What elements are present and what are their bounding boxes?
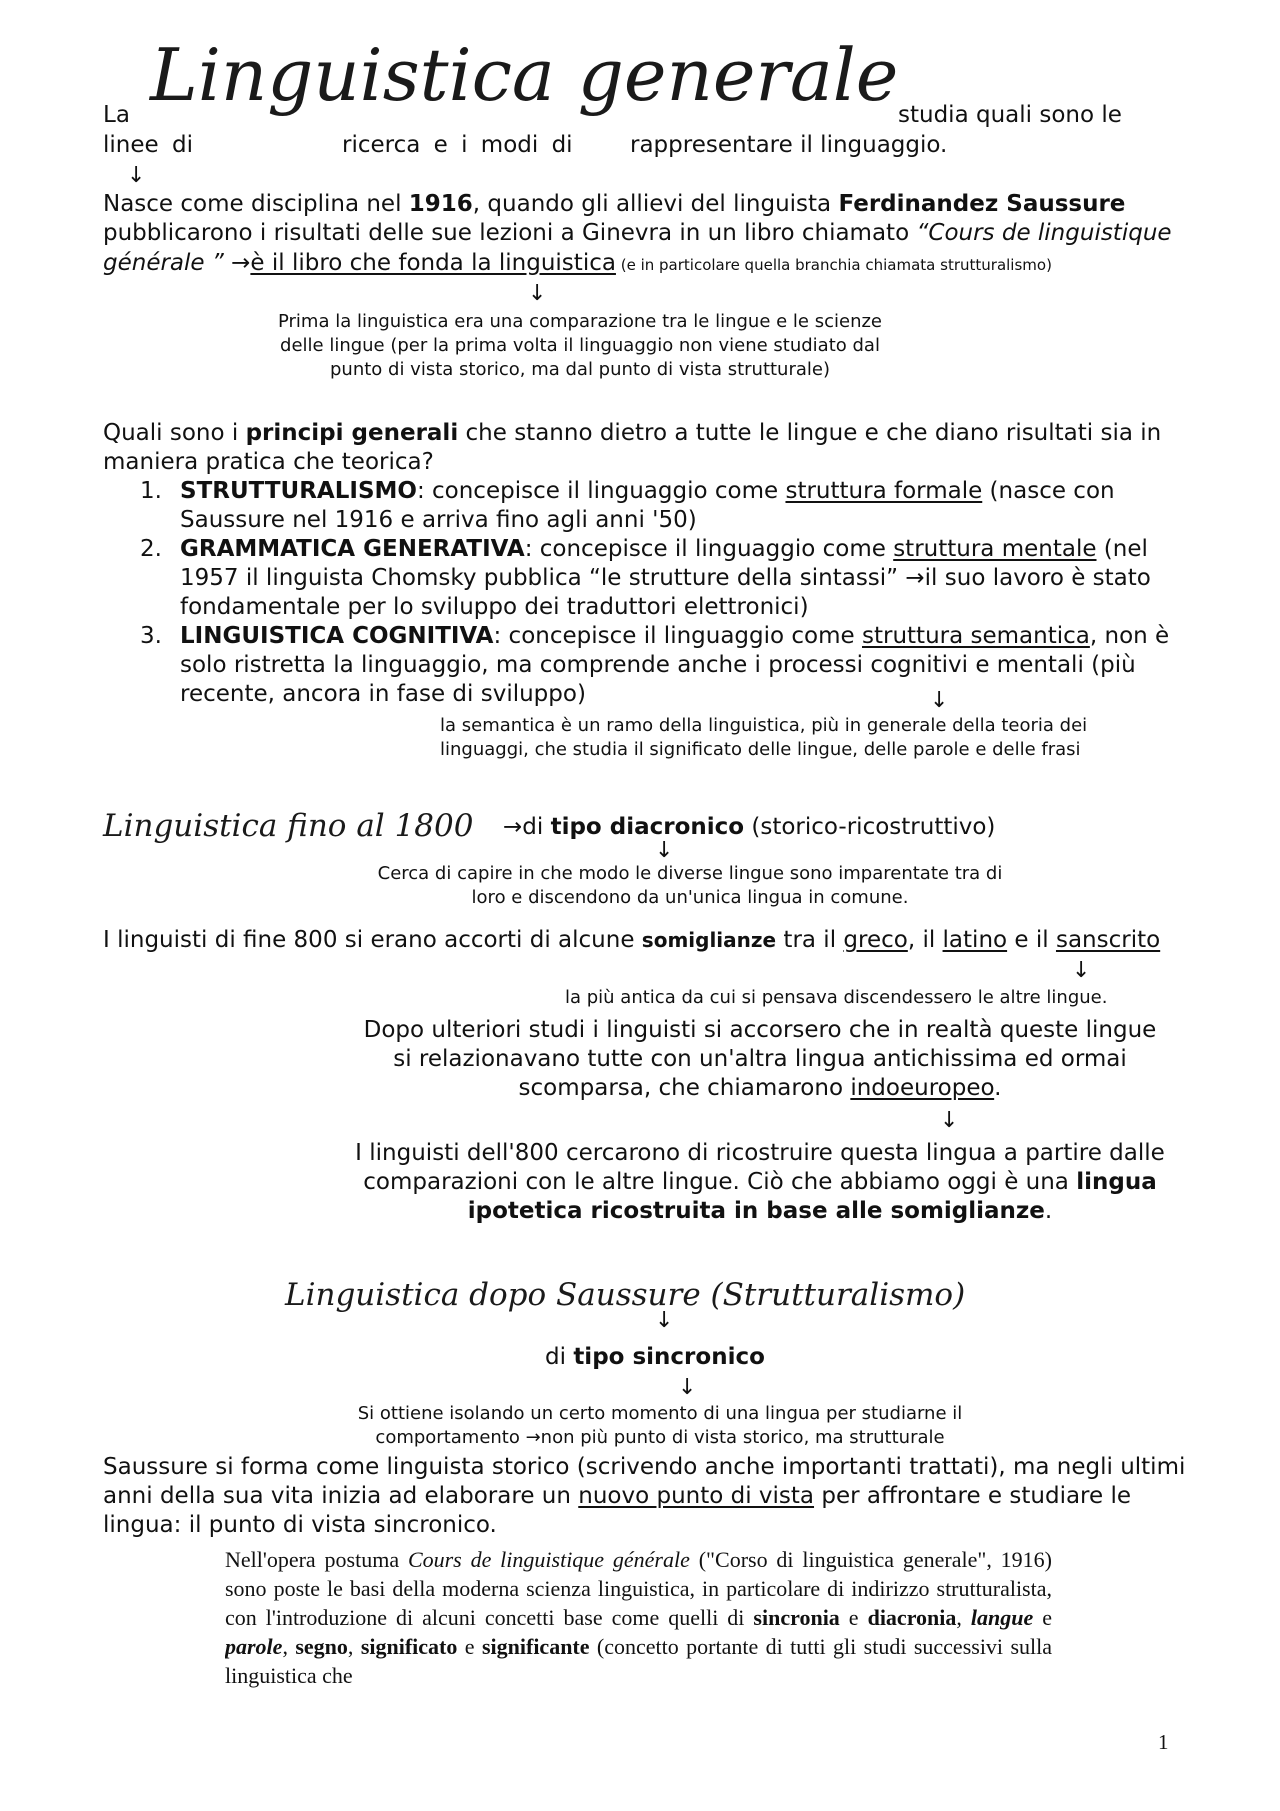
d-bold: ipotetica ricostruita in base alle somiglianze bbox=[467, 1198, 1045, 1224]
d-text: . bbox=[1044, 1198, 1053, 1224]
list-head: GRAMMATICA GENERATIVA bbox=[180, 536, 525, 562]
d-underlined: indoeuropeo bbox=[850, 1075, 995, 1101]
q-text: , bbox=[956, 1605, 971, 1630]
list-text: : concepisce il linguaggio come bbox=[524, 536, 894, 562]
arrow-right: → bbox=[223, 250, 251, 276]
intro-underlined: è il libro che fonda la linguistica bbox=[250, 250, 616, 276]
list-text: : concepisce il linguaggio come bbox=[493, 623, 862, 649]
q-text: Quali sono i bbox=[103, 420, 246, 446]
list-text: , non è bbox=[1089, 623, 1170, 649]
list-text: (nel bbox=[1096, 536, 1148, 562]
p-line: si relazionavano tutte con un'altra lingua antichissima ed ormai bbox=[393, 1046, 1127, 1072]
q-text: ("Corso di linguistica generale", 1916) sono poste le basi della moderna scienza linguistica, in particolare di indirizzo strutturalista, con l'introduzione di alcuni concetti base come quelli di bbox=[225, 1547, 1052, 1630]
title-script: Linguistica generale bbox=[150, 33, 899, 117]
intro-name: Ferdinandez Saussure bbox=[838, 191, 1126, 217]
title-line2-c: rappresentare il linguaggio. bbox=[630, 132, 948, 158]
list-number: 2. bbox=[140, 536, 162, 562]
q-keyword: parole bbox=[225, 1634, 283, 1659]
d-bold: somiglianze bbox=[641, 928, 777, 952]
list-line: Saussure nel 1916 e arriva fino agli anni '50) bbox=[180, 507, 697, 533]
q-keyword: langue bbox=[970, 1605, 1034, 1630]
page-number: 1 bbox=[1158, 1730, 1169, 1754]
intro-note bbox=[240, 310, 920, 382]
intro-book: générale ” bbox=[103, 250, 224, 276]
principles-list bbox=[140, 477, 1170, 709]
title-line2-b: ricerca e i modi di bbox=[342, 132, 573, 158]
d-text: scomparsa, che chiamarono bbox=[518, 1075, 851, 1101]
d-text: comparazioni con le altre lingue. Ciò che abbiamo oggi è una bbox=[363, 1169, 1077, 1195]
note-line: comportamento →non più punto di vista storico, ma strutturale bbox=[375, 1427, 945, 1448]
q-text: (concetto portante di tutti gli studi successivi sulla linguistica che bbox=[225, 1634, 1052, 1688]
s-bold: tipo sincronico bbox=[573, 1344, 765, 1370]
arrow-down: ↓ bbox=[1072, 958, 1091, 983]
intro-text: , quando gli allievi del linguista bbox=[472, 191, 839, 217]
p-line: Dopo ulteriori studi i linguisti si accorsero che in realtà queste lingue bbox=[363, 1017, 1157, 1043]
arrow-down: ↓ bbox=[655, 1308, 674, 1333]
note-line: Si ottiene isolando un certo momento di una lingua per studiarne il bbox=[357, 1403, 963, 1424]
s-underlined: nuovo punto di vista bbox=[578, 1483, 815, 1509]
list-text: (nasce con bbox=[982, 478, 1115, 504]
q-text: e bbox=[457, 1634, 482, 1659]
diacronico-type bbox=[503, 813, 995, 842]
list-underlined: struttura mentale bbox=[893, 536, 1097, 562]
q-text: e bbox=[839, 1605, 868, 1630]
arrow-down: ↓ bbox=[678, 1375, 697, 1400]
title-pre: La bbox=[103, 102, 130, 128]
note-line: loro e discendono da un'unica lingua in comune. bbox=[471, 887, 909, 908]
d-bold: tipo diacronico bbox=[550, 814, 745, 840]
d-bold: lingua bbox=[1076, 1169, 1157, 1195]
d-text: (storico-ricostruttivo) bbox=[744, 814, 996, 840]
ricostruzione-paragraph bbox=[340, 1139, 1180, 1226]
sincronico-type bbox=[545, 1343, 765, 1372]
s-text: di bbox=[545, 1344, 574, 1370]
d-underlined: greco bbox=[843, 927, 908, 953]
p-line bbox=[360, 1074, 1160, 1103]
list-line: fondamentale per lo sviluppo dei traduttori elettronici) bbox=[180, 594, 809, 620]
intro-year: 1916 bbox=[408, 191, 473, 217]
indoeuropeo-paragraph bbox=[360, 1016, 1160, 1103]
d-text: . bbox=[994, 1075, 1002, 1101]
intro-book: “Cours de linguistique bbox=[916, 220, 1172, 246]
title-line2-a: linee di bbox=[103, 132, 193, 158]
p-line: Saussure si forma come linguista storico (scrivendo anche importanti trattati), ma negli ultimi bbox=[103, 1454, 1186, 1480]
list-line: recente, ancora in fase di sviluppo) bbox=[180, 681, 586, 707]
arrow-down: ↓ bbox=[528, 281, 547, 306]
d-text: , il bbox=[907, 927, 943, 953]
s-text: anni della sua vita inizia ad elaborare un bbox=[103, 1483, 579, 1509]
intro-line3 bbox=[103, 249, 1052, 280]
note-line: delle lingue (per la prima volta il linguaggio non viene studiato dal bbox=[280, 335, 880, 356]
q-keyword: sincronia bbox=[753, 1605, 840, 1630]
d-underlined: latino bbox=[942, 927, 1008, 953]
d-underlined: sanscrito bbox=[1055, 927, 1161, 953]
sincronico-note bbox=[300, 1402, 1020, 1450]
note-line: la semantica è un ramo della linguistica, più in generale della teoria dei bbox=[440, 715, 1088, 736]
list-number: 1. bbox=[140, 478, 162, 504]
d-text: tra il bbox=[776, 927, 844, 953]
p-line bbox=[103, 1482, 1185, 1511]
d-text: I linguisti di fine 800 si erano accorti di alcune bbox=[103, 927, 642, 953]
intro-line2 bbox=[103, 219, 1172, 248]
p-line bbox=[340, 1197, 1180, 1226]
q-keyword: diacronia bbox=[867, 1605, 957, 1630]
diacronico-note bbox=[340, 862, 1040, 910]
s-text: per affrontare e studiare le bbox=[814, 1483, 1131, 1509]
list-item bbox=[140, 535, 1169, 622]
p-line: lingua: il punto di vista sincronico. bbox=[103, 1512, 497, 1538]
list-underlined: struttura formale bbox=[785, 478, 983, 504]
note-line: linguaggi, che studia il significato delle lingue, delle parole e delle frasi bbox=[440, 739, 1081, 760]
list-head: STRUTTURALISMO bbox=[180, 478, 417, 504]
note-line: punto di vista storico, ma dal punto di vista strutturale) bbox=[329, 359, 830, 380]
arrow-down: ↓ bbox=[940, 1108, 959, 1133]
arrow-down: ↓ bbox=[930, 688, 949, 713]
quote-paragraph bbox=[225, 1545, 1052, 1695]
q-text: Nell'opera postuma bbox=[225, 1547, 408, 1572]
intro-text: pubblicarono i risultati delle sue lezioni a Ginevra in un libro chiamato bbox=[103, 220, 917, 246]
d-text: e il bbox=[1007, 927, 1056, 953]
p-line bbox=[340, 1168, 1180, 1197]
d-text: →di bbox=[503, 814, 551, 840]
intro-line1 bbox=[103, 190, 1125, 219]
note-line: Cerca di capire in che modo le diverse lingue sono imparentate tra di bbox=[377, 863, 1003, 884]
list-line: solo ristretta la linguaggio, ma comprende anche i processi cognitivi e mentali (più bbox=[180, 652, 1136, 678]
arrow-down: ↓ bbox=[655, 838, 674, 863]
list-item bbox=[140, 477, 1169, 535]
list-text: : concepisce il linguaggio come bbox=[416, 478, 786, 504]
heading-diacronico: Linguistica fino al 1800 bbox=[103, 808, 474, 844]
arrow-down: ↓ bbox=[127, 163, 146, 188]
q-text: , bbox=[282, 1634, 296, 1659]
q-text: , bbox=[347, 1634, 361, 1659]
q-book: Cours de linguistique générale bbox=[407, 1547, 690, 1572]
q-text: e bbox=[1033, 1605, 1052, 1630]
q-bold: principi generali bbox=[245, 420, 459, 446]
principles-question-2: maniera pratica che teorica? bbox=[103, 449, 434, 475]
q-text: che stanno dietro a tutte le lingue e che diano risultati sia in bbox=[458, 420, 1162, 446]
title-post: studia quali sono le bbox=[898, 102, 1122, 128]
list-line: 1957 il linguista Chomsky pubblica “le strutture della sintassi” →il suo lavoro è stato bbox=[180, 565, 1151, 591]
q-keyword: segno bbox=[295, 1634, 348, 1659]
list-item bbox=[140, 622, 1170, 709]
sanscrito-note: la più antica da cui si pensava discendessero le altre lingue. bbox=[565, 987, 1108, 1008]
heading-sincronico: Linguistica dopo Saussure (Strutturalismo) bbox=[285, 1277, 966, 1313]
semantics-note bbox=[440, 714, 1087, 762]
somiglianze-line bbox=[103, 926, 1160, 955]
principles-question bbox=[103, 419, 1161, 448]
q-keyword: significato bbox=[360, 1634, 458, 1659]
note-line: Prima la linguistica era una comparazione tra le lingue e le scienze bbox=[277, 311, 883, 332]
intro-small-note: (e in particolare quella branchia chiamata strutturalismo) bbox=[615, 256, 1052, 274]
list-head: LINGUISTICA COGNITIVA bbox=[180, 623, 494, 649]
list-underlined: struttura semantica bbox=[862, 623, 1090, 649]
intro-text: Nasce come disciplina nel bbox=[103, 191, 409, 217]
p-line: I linguisti dell'800 cercarono di ricostruire questa lingua a partire dalle bbox=[355, 1140, 1165, 1166]
list-number: 3. bbox=[140, 623, 162, 649]
saussure-paragraph bbox=[103, 1453, 1185, 1540]
q-keyword: significante bbox=[481, 1634, 590, 1659]
